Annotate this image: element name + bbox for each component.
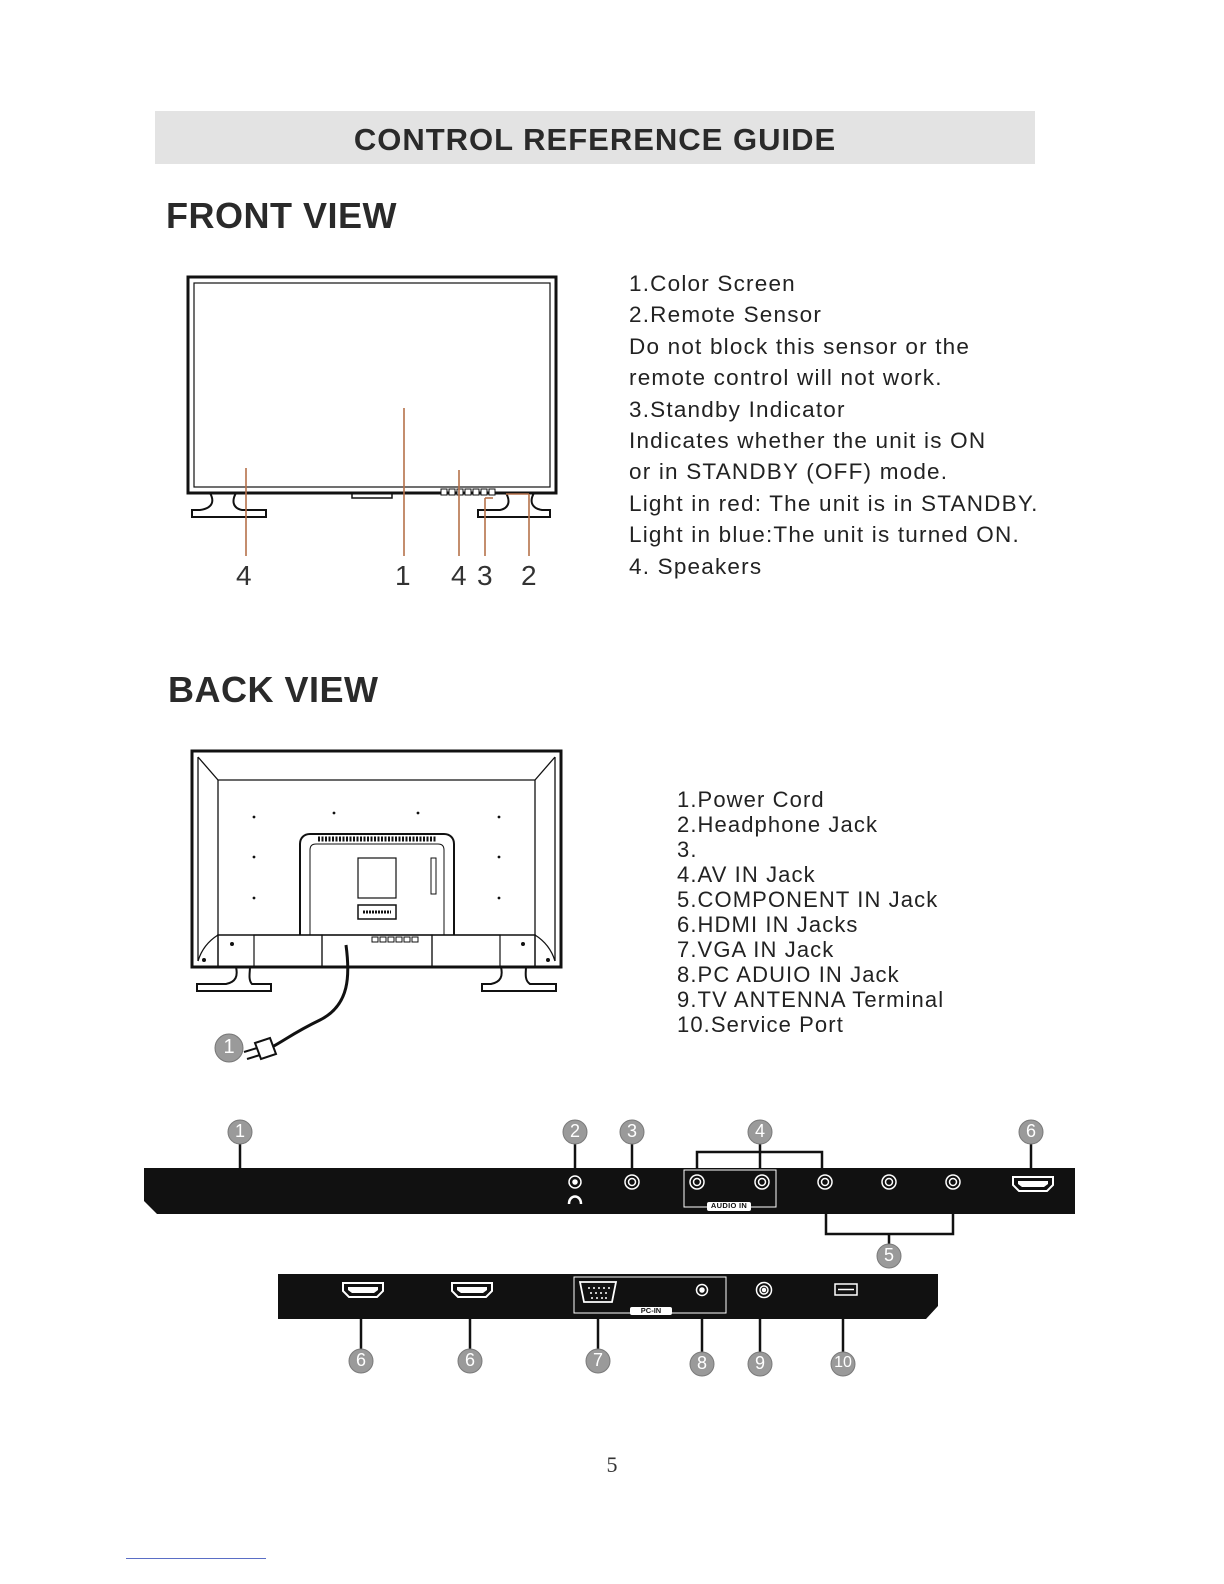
- front-desc-line: Light in red: The unit is in STANDBY.: [629, 490, 1039, 516]
- front-callout-speaker-left: 4: [236, 560, 252, 591]
- page-number: 5: [606, 1452, 618, 1477]
- front-desc-line: 2.Remote Sensor: [629, 302, 823, 328]
- badge-hdmi-2: 6: [464, 1350, 475, 1370]
- badge-av-in: 4: [754, 1121, 765, 1141]
- back-desc-line: 6.HDMI IN Jacks: [677, 912, 859, 937]
- panel-badges: [228, 1120, 1043, 1376]
- badge-antenna: 9: [754, 1353, 765, 1373]
- front-desc-line: 3.Standby Indicator: [629, 396, 846, 422]
- badge-jack-3: 3: [626, 1121, 637, 1141]
- badge-vga: 7: [592, 1350, 603, 1370]
- badge-hdmi-top: 6: [1025, 1121, 1036, 1141]
- back-desc-line: 4.AV IN Jack: [677, 862, 816, 887]
- back-view-title: BACK VIEW: [168, 669, 379, 710]
- front-desc-line: or in STANDBY (OFF) mode.: [629, 459, 949, 485]
- front-callout-standby: 3: [477, 560, 493, 591]
- front-desc-line: Do not block this sensor or the: [629, 333, 971, 359]
- back-desc-line: 2.Headphone Jack: [677, 812, 879, 837]
- back-desc-line: 9.TV ANTENNA Terminal: [677, 987, 945, 1012]
- badge-service-port: 10: [834, 1354, 852, 1371]
- front-desc-line: remote control will not work.: [629, 365, 943, 391]
- badge-power-cord: 1: [234, 1121, 245, 1141]
- audio-in-label: AUDIO IN: [710, 1201, 748, 1210]
- top-port-panel: [144, 1168, 1075, 1214]
- back-desc-line: 10.Service Port: [677, 1012, 844, 1037]
- footer-rule: [126, 1558, 266, 1559]
- front-callout-screen: 1: [395, 560, 411, 591]
- front-desc-line: 1.Color Screen: [629, 271, 796, 296]
- front-desc-line: 4. Speakers: [629, 553, 763, 579]
- cord-badge-number: 1: [223, 1036, 235, 1058]
- back-desc-line: 7.VGA IN Jack: [677, 937, 835, 962]
- back-desc-line: 5.COMPONENT IN Jack: [677, 887, 939, 912]
- page-header: CONTROL REFERENCE GUIDE: [155, 111, 1035, 164]
- front-desc-line: Light in blue:The unit is turned ON.: [629, 522, 1020, 548]
- front-callout-speaker-right: 4: [451, 560, 467, 591]
- back-desc-line: 3.: [677, 837, 698, 862]
- pc-in-label: PC-IN: [640, 1306, 662, 1315]
- badge-pc-audio: 8: [696, 1353, 707, 1373]
- back-desc-line: 1.Power Cord: [677, 787, 825, 812]
- badge-headphone: 2: [569, 1121, 580, 1141]
- badge-hdmi-1: 6: [355, 1350, 366, 1370]
- front-view-title: FRONT VIEW: [166, 195, 397, 236]
- front-callout-remote-sensor: 2: [521, 560, 537, 591]
- back-desc-line: 8.PC ADUIO IN Jack: [677, 962, 900, 987]
- badge-component: 5: [883, 1245, 894, 1265]
- front-desc-line: Indicates whether the unit is ON: [629, 428, 987, 454]
